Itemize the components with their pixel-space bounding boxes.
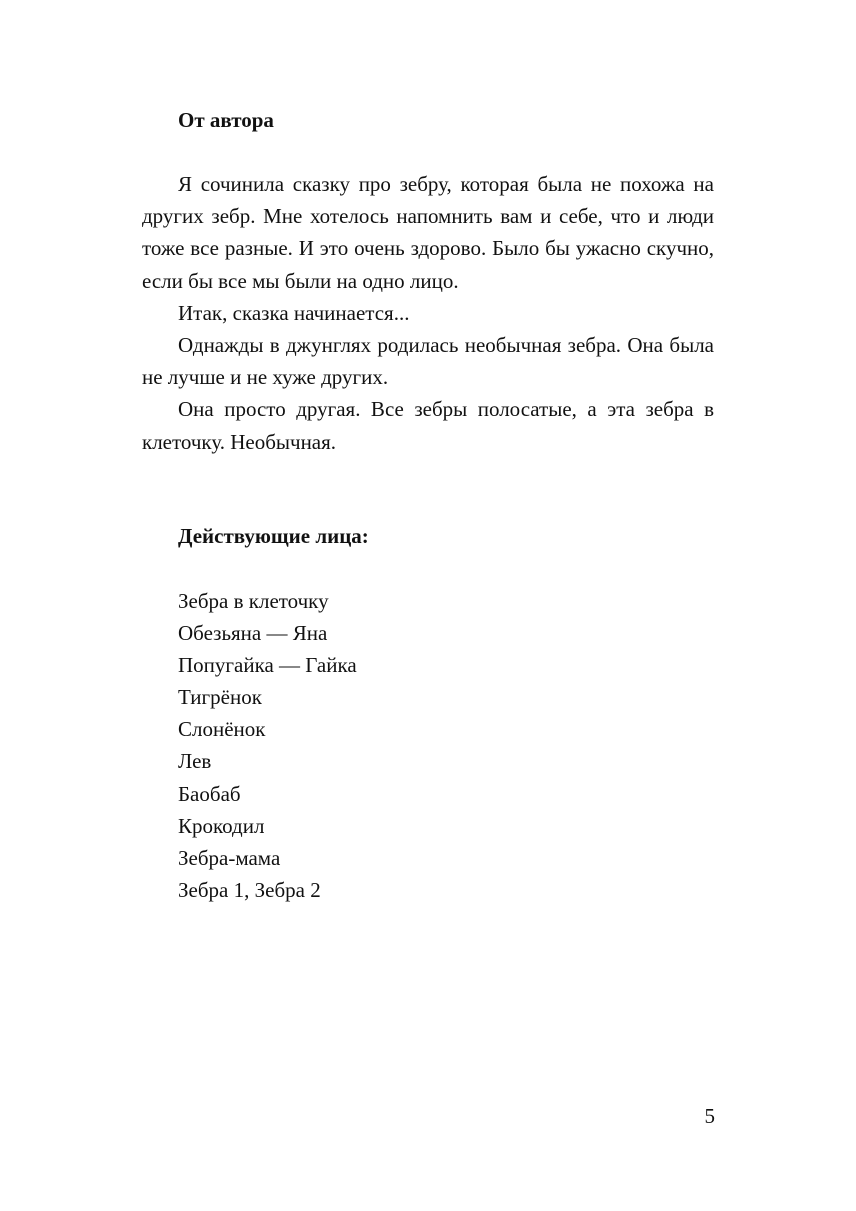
cast-item: Крокодил xyxy=(178,813,265,838)
cast-item: Зебра 1, Зебра 2 xyxy=(178,877,321,902)
foreword-paragraph: Однажды в джунглях родилась необычная зебра. Она была не лучше и не хуже других. xyxy=(142,333,714,390)
page-number: 5 xyxy=(704,1104,715,1128)
cast-list xyxy=(178,585,357,906)
cast-item: Баобаб xyxy=(178,781,241,806)
author-section-title: От автора xyxy=(178,108,274,132)
cast-item: Попугайка — Гайка xyxy=(178,653,357,678)
author-foreword xyxy=(142,168,714,458)
cast-item: Тигрёнок xyxy=(178,685,262,710)
cast-item: Обезьяна — Яна xyxy=(178,621,328,646)
foreword-paragraph: Я сочинила сказку про зебру, которая была не похожа на других зебр. Мне хотелось напомнить вам и себе, что и люди тоже все разные. И это очень здорово. Было бы ужасно скучно, если бы все мы были на одно лицо. xyxy=(142,172,714,293)
cast-section-title: Действующие лица: xyxy=(178,524,369,548)
cast-item: Слонёнок xyxy=(178,717,266,742)
cast-item: Лев xyxy=(178,749,212,774)
cast-item: Зебра-мама xyxy=(178,845,281,870)
foreword-paragraph: Она просто другая. Все зебры полосатые, а эта зебра в клеточку. Необычная. xyxy=(142,397,714,454)
cast-item: Зебра в клеточку xyxy=(178,589,329,613)
foreword-paragraph: Итак, сказка начинается... xyxy=(178,300,410,325)
